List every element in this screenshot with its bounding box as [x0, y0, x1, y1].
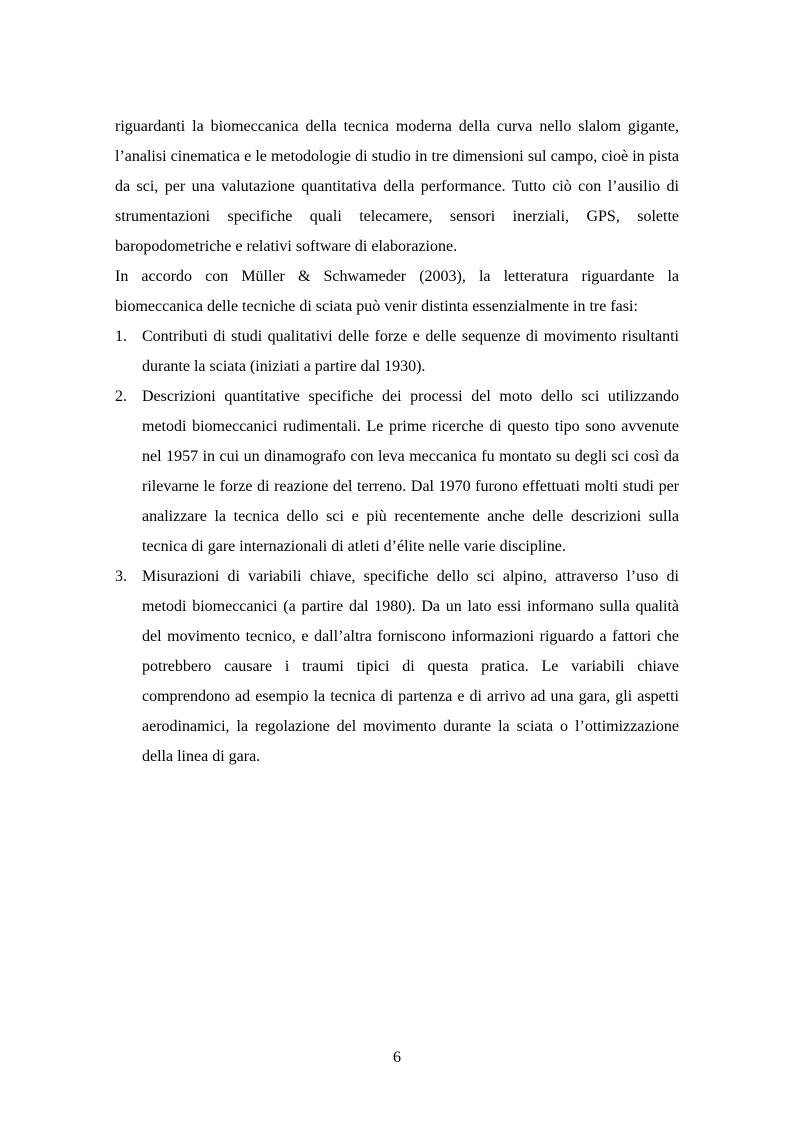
phases-list	[115, 322, 679, 772]
list-item-text: Misurazioni di variabili chiave, specifiche dello sci alpino, attraverso l’uso di metodi biomeccanici (a partire dal 1980). Da un lato essi informano sulla qualità del movimento tecnico, e dall’altra forniscono informazioni riguardo a fattori che potrebbero causare i traumi tipici di questa pratica. Le variabili chiave comprendono ad esempio la tecnica di partenza e di arrivo ad una gara, gli aspetti aerodinamici, la regolazione del movimento durante la sciata o l’ottimizzazione della linea di gara.	[142, 568, 679, 765]
list-item-text: Descrizioni quantitative specifiche dei processi del moto dello sci utilizzando metodi biomeccanici rudimentali. Le prime ricerche di questo tipo sono avvenute nel 1957 in cui un dinamografo con leva meccanica fu montato su degli sci così da rilevarne le forze di reazione del terreno. Dal 1970 furono effettuati molti studi per analizzare la tecnica dello sci e più recentemente anche delle descrizioni sulla tecnica di gare internazionali di atleti d’élite nelle varie discipline.	[142, 388, 679, 555]
paragraph-context: In accordo con Müller & Schwameder (2003), la letteratura riguardante la biomeccanica delle tecniche di sciata può venir distinta essenzialmente in tre fasi:	[115, 268, 679, 315]
list-item	[115, 322, 679, 382]
list-item	[115, 382, 679, 562]
list-item-number: 1.	[115, 328, 127, 345]
list-item-number: 3.	[115, 568, 127, 585]
page-number: 6	[393, 1049, 401, 1066]
body-text	[115, 112, 679, 772]
list-item	[115, 562, 679, 772]
list-item-number: 2.	[115, 388, 127, 405]
list-item-text: Contributi di studi qualitativi delle forze e delle sequenze di movimento risultanti durante la sciata (iniziati a partire dal 1930).	[142, 328, 679, 375]
paragraph-intro: riguardanti la biomeccanica della tecnica moderna della curva nello slalom gigante, l’analisi cinematica e le metodologie di studio in tre dimensioni sul campo, cioè in pista da sci, per una valutazione quantitativa della performance. Tutto ciò con l’ausilio di strumentazioni specifiche quali telecamere, sensori inerziali, GPS, solette baropodometriche e relativi software di elaborazione.	[115, 118, 679, 255]
